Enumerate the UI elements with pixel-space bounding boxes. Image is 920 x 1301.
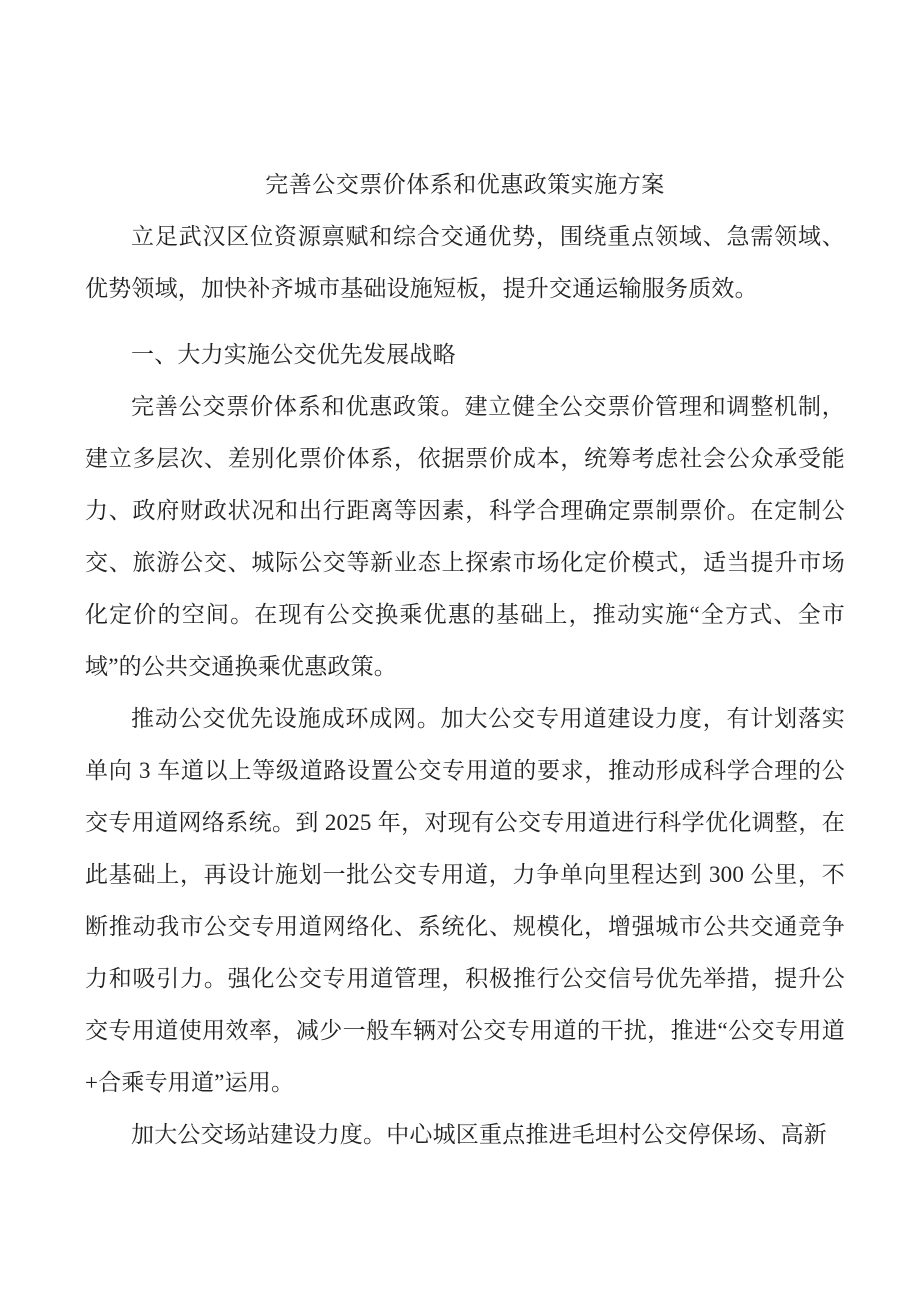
document-title: 完善公交票价体系和优惠政策实施方案	[265, 172, 665, 197]
paragraph-intro: 立足武汉区位资源禀赋和综合交通优势，围绕重点领域、急需领域、优势领域，加快补齐城市基础设施短板，提升交通运输服务质效。	[85, 224, 845, 301]
paragraph-bus-lanes: 推动公交优先设施成环成网。加大公交专用道建设力度，有计划落实单向 3 车道以上等级道路设置公交专用道的要求，推动形成科学合理的公交专用道网络系统。到 2025 年，对现有公交专用道进行科学优化调整，在此基础上，再设计施划一批公交专用道，力争单向里程达到 300 公里，不断推动我市公交专用道网络化、系统化、规模化，增强城市公共交通竞争力和吸引力。强化公交专用道管理，积极推行公交信号优先举措，提升公交专用道使用效率，减少一般车辆对公交专用道的干扰，推进“公交专用道+合乘专用道”运用。	[85, 706, 845, 1095]
paragraph-bus-stations: 加大公交场站建设力度。中心城区重点推进毛坦村公交停保场、高新	[131, 1122, 827, 1147]
section-heading-1: 一、大力实施公交优先发展战略	[131, 342, 456, 367]
paragraph-fare-policy: 完善公交票价体系和优惠政策。建立健全公交票价管理和调整机制，建立多层次、差别化票价体系，依据票价成本，统筹考虑社会公众承受能力、政府财政状况和出行距离等因素，科学合理确定票制票价。在定制公交、旅游公交、城际公交等新业态上探索市场化定价模式，适当提升市场化定价的空间。在现有公交换乘优惠的基础上，推动实施“全方式、全市域”的公共交通换乘优惠政策。	[85, 394, 845, 679]
